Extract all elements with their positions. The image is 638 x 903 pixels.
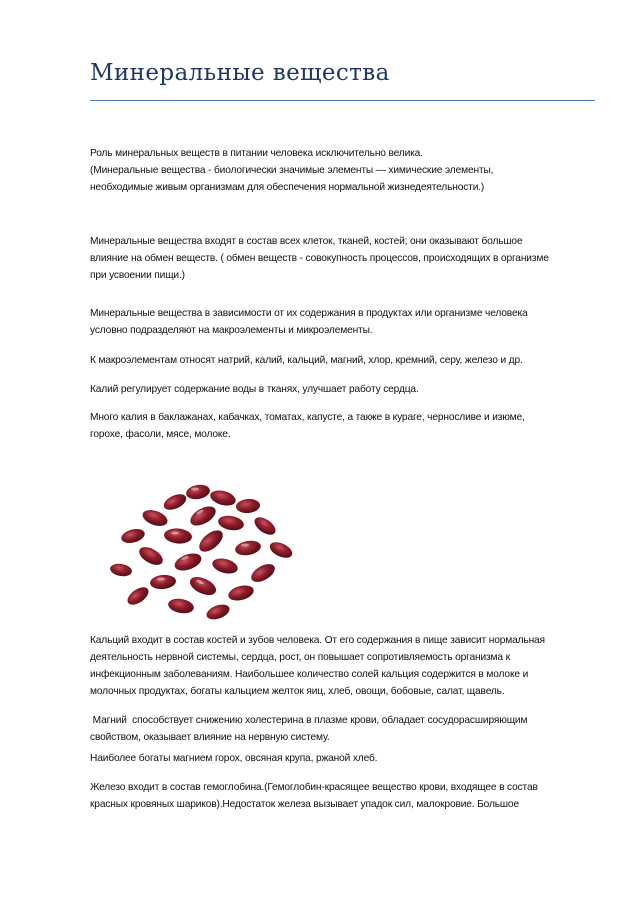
paragraph-metabolism bbox=[90, 233, 605, 284]
text-line: инфекционным заболеваниям. Наибольшее количество солей кальция содержится в молоке и bbox=[90, 669, 529, 680]
text-line: (Минеральные вещества - биологически значимые элементы — химические элементы, bbox=[90, 165, 494, 176]
text-line: Минеральные вещества в зависимости от их содержания в продуктах или организме человека bbox=[90, 308, 528, 319]
text-line: молочных продуктах, богаты кальцием желток яиц, хлеб, овощи, бобовые, салат, щавель. bbox=[90, 686, 505, 697]
text-line: Калий регулирует содержание воды в тканях, улучшает работу сердца. bbox=[90, 384, 419, 395]
text-line: необходимые живым организмам для обеспечения нормальной жизнедеятельности.) bbox=[90, 182, 485, 193]
text-line: влияние на обмен веществ. ( обмен веществ - совокупность процессов, происходящих в организме bbox=[90, 253, 549, 264]
paragraph-classification bbox=[90, 305, 605, 339]
text-line: красных кровяных шариков).Недостаток железа вызывает упадок сил, малокровие. Большое bbox=[90, 799, 519, 810]
text-line: Железо входит в состав гемоглобина.(Гемоглобин-красящее вещество крови, входящее в состав bbox=[90, 782, 538, 793]
kidney-beans-image bbox=[103, 478, 303, 623]
paragraph-iron bbox=[90, 779, 605, 813]
text-line: Минеральные вещества входят в состав всех клеток, тканей, костей; они оказывают большое bbox=[90, 236, 523, 247]
text-line: условно подразделяют на макроэлементы и микроэлементы. bbox=[90, 325, 373, 336]
text-line: деятельность нервной системы, сердца, рост, он повышает сопротивляемость организма к bbox=[90, 652, 510, 663]
paragraph-mineral-role bbox=[90, 145, 605, 196]
text-line: К макроэлементам относят натрий, калий, кальций, магний, хлор, кремний, серу, железо и др. bbox=[90, 355, 523, 366]
paragraph-potassium-sources bbox=[90, 409, 605, 443]
text-line: Кальций входит в состав костей и зубов человека. От его содержания в пище зависит нормальная bbox=[90, 635, 545, 646]
text-line: при усвоении пищи.) bbox=[90, 270, 185, 281]
title-underline bbox=[90, 100, 595, 101]
paragraph-calcium bbox=[90, 632, 605, 700]
text-line: Магний способствует снижению холестерина в плазме крови, обладает сосудорасширяющим bbox=[90, 715, 528, 726]
document-title: Минеральные вещества bbox=[90, 60, 390, 86]
text-line: горохе, фасоли, мясе, молоке. bbox=[90, 429, 231, 440]
text-line: Много калия в баклажанах, кабачках, томатах, капусте, а также в кураге, черносливе и изюме, bbox=[90, 412, 525, 423]
text-line: Роль минеральных веществ в питании человека исключительно велика. bbox=[90, 148, 423, 159]
paragraph-magnesium-sources bbox=[90, 750, 605, 767]
text-line: свойством, оказывает влияние на нервную систему. bbox=[90, 732, 330, 743]
paragraph-magnesium bbox=[90, 712, 605, 746]
paragraph-potassium bbox=[90, 381, 605, 398]
text-line: Наиболее богаты магнием горох, овсяная крупа, ржаной хлеб. bbox=[90, 753, 378, 764]
paragraph-macroelements bbox=[90, 352, 605, 369]
